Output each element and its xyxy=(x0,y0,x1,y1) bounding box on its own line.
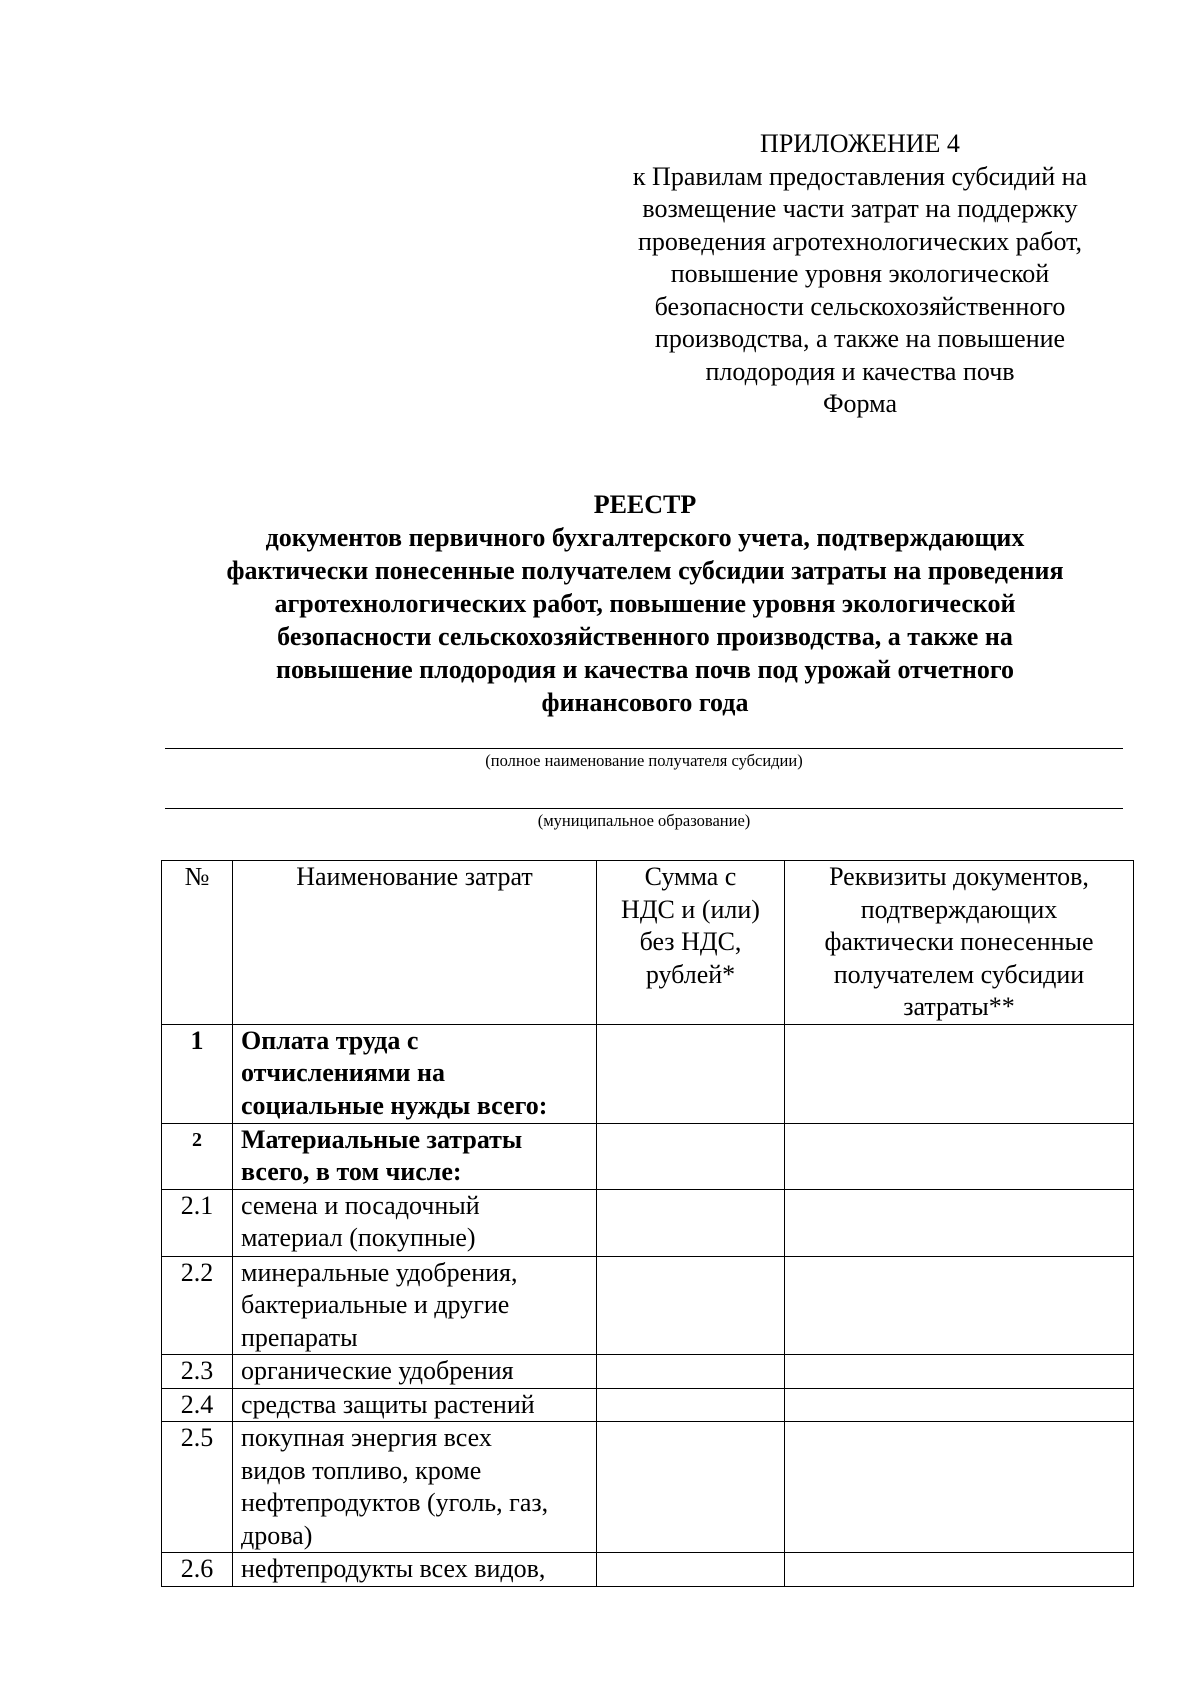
title-heading: РЕЕСТР xyxy=(593,490,697,519)
header-sum xyxy=(597,861,785,1025)
row-num: 2.4 xyxy=(162,1388,233,1422)
row-name-line: социальные нужды всего: xyxy=(241,1090,548,1120)
header-docs-line: фактически понесенные xyxy=(824,927,1094,956)
header-docs xyxy=(785,861,1134,1025)
header-sum-line: без НДС, xyxy=(639,927,742,956)
registry-table xyxy=(161,860,1134,1587)
row-name-line: минеральные удобрения, xyxy=(241,1257,518,1287)
recipient-name-caption: (полное наименование получателя субсидии) xyxy=(485,751,803,770)
row-name xyxy=(233,1256,597,1355)
title-line: повышение плодородия и качества почв под урожай отчетного xyxy=(275,655,1015,684)
row-name-line: дрова) xyxy=(241,1520,313,1550)
document-title xyxy=(150,488,1140,719)
row-name xyxy=(233,1553,597,1587)
row-sum-cell[interactable] xyxy=(597,1388,785,1422)
header-docs-line: подтверждающих xyxy=(860,894,1058,924)
table-row xyxy=(162,1553,1134,1587)
table-row xyxy=(162,1355,1134,1389)
row-name-line: Оплата труда с xyxy=(241,1025,419,1055)
row-docs-cell[interactable] xyxy=(785,1388,1134,1422)
appendix-text-line: производства, а также на повышение xyxy=(654,324,1066,353)
title-line: финансового года xyxy=(541,688,749,717)
appendix-number: ПРИЛОЖЕНИЕ 4 xyxy=(760,129,960,158)
row-docs-cell[interactable] xyxy=(785,1189,1134,1256)
row-num: 2.3 xyxy=(162,1355,233,1389)
row-sum-cell[interactable] xyxy=(597,1553,785,1587)
table-row xyxy=(162,1388,1134,1422)
title-line: безопасности сельскохозяйственного производства, а также на xyxy=(277,622,1013,651)
row-name-line: средства защиты растений xyxy=(241,1389,535,1419)
title-line: агротехнологических работ, повышение уровня экологической xyxy=(274,589,1016,618)
row-name-line: органические удобрения xyxy=(241,1356,514,1385)
row-name-line: отчислениями на xyxy=(241,1058,445,1087)
row-name-line: нефтепродуктов (уголь, газ, xyxy=(241,1488,549,1517)
header-docs-line: получателем субсидии xyxy=(833,959,1085,989)
row-sum-cell[interactable] xyxy=(597,1189,785,1256)
recipient-name-field[interactable] xyxy=(165,748,1123,749)
row-name-line: видов топливо, кроме xyxy=(241,1455,482,1485)
row-docs-cell[interactable] xyxy=(785,1123,1134,1189)
table-header-row xyxy=(162,861,1134,1025)
table-row xyxy=(162,1024,1134,1123)
row-num: 1 xyxy=(162,1024,233,1123)
row-name xyxy=(233,1123,597,1189)
header-docs-line: затраты** xyxy=(903,992,1015,1021)
row-docs-cell[interactable] xyxy=(785,1256,1134,1355)
appendix-text-line: возмещение части затрат на поддержку xyxy=(642,194,1078,223)
row-num: 2.5 xyxy=(162,1422,233,1553)
row-num: 2.6 xyxy=(162,1553,233,1587)
row-docs-cell[interactable] xyxy=(785,1355,1134,1389)
municipality-caption: (муниципальное образование) xyxy=(537,811,751,830)
table-row xyxy=(162,1422,1134,1553)
header-sum-line: рублей* xyxy=(645,959,736,989)
title-line: фактически понесенные получателем субсидии затраты на проведения xyxy=(226,556,1064,585)
row-sum-cell[interactable] xyxy=(597,1422,785,1553)
row-name-line: семена и посадочный xyxy=(241,1190,480,1220)
row-docs-cell[interactable] xyxy=(785,1422,1134,1553)
row-num: 2 xyxy=(162,1123,233,1189)
row-name xyxy=(233,1355,597,1389)
row-name-line: всего, в том числе: xyxy=(241,1157,462,1186)
appendix-text-line: к Правилам предоставления субсидий на xyxy=(632,161,1088,191)
title-line: документов первичного бухгалтерского учета, подтверждающих xyxy=(265,523,1025,552)
header-docs-line: Реквизиты документов, xyxy=(829,862,1089,891)
municipality-field[interactable] xyxy=(165,808,1123,809)
appendix-block xyxy=(600,128,1120,421)
header-sum-line: Сумма с xyxy=(644,862,737,891)
form-label: Форма xyxy=(823,389,897,418)
row-docs-cell[interactable] xyxy=(785,1024,1134,1123)
appendix-text-line: повышение уровня экологической xyxy=(670,259,1050,288)
row-sum-cell[interactable] xyxy=(597,1123,785,1189)
appendix-text-line: плодородия и качества почв xyxy=(705,356,1015,386)
row-name-line: материал (покупные) xyxy=(241,1223,476,1252)
header-sum-line: НДС и (или) xyxy=(621,894,760,924)
row-num: 2.2 xyxy=(162,1256,233,1355)
row-name-line: бактериальные и другие xyxy=(241,1290,510,1319)
row-name xyxy=(233,1189,597,1256)
row-sum-cell[interactable] xyxy=(597,1024,785,1123)
header-name: Наименование затрат xyxy=(233,861,597,1025)
row-sum-cell[interactable] xyxy=(597,1256,785,1355)
appendix-text-line: безопасности сельскохозяйственного xyxy=(654,291,1066,321)
row-name xyxy=(233,1422,597,1553)
row-name-line: Материальные затраты xyxy=(241,1124,523,1154)
table-row xyxy=(162,1189,1134,1256)
header-num: № xyxy=(162,861,233,1025)
row-name xyxy=(233,1388,597,1422)
row-name-line: нефтепродукты всех видов, xyxy=(241,1554,546,1583)
table-row xyxy=(162,1123,1134,1189)
table-row xyxy=(162,1256,1134,1355)
appendix-text-line: проведения агротехнологических работ, xyxy=(637,226,1083,256)
row-name-line: препараты xyxy=(241,1322,358,1352)
row-num: 2.1 xyxy=(162,1189,233,1256)
row-sum-cell[interactable] xyxy=(597,1355,785,1389)
row-docs-cell[interactable] xyxy=(785,1553,1134,1587)
row-name xyxy=(233,1024,597,1123)
row-name-line: покупная энергия всех xyxy=(241,1423,492,1452)
